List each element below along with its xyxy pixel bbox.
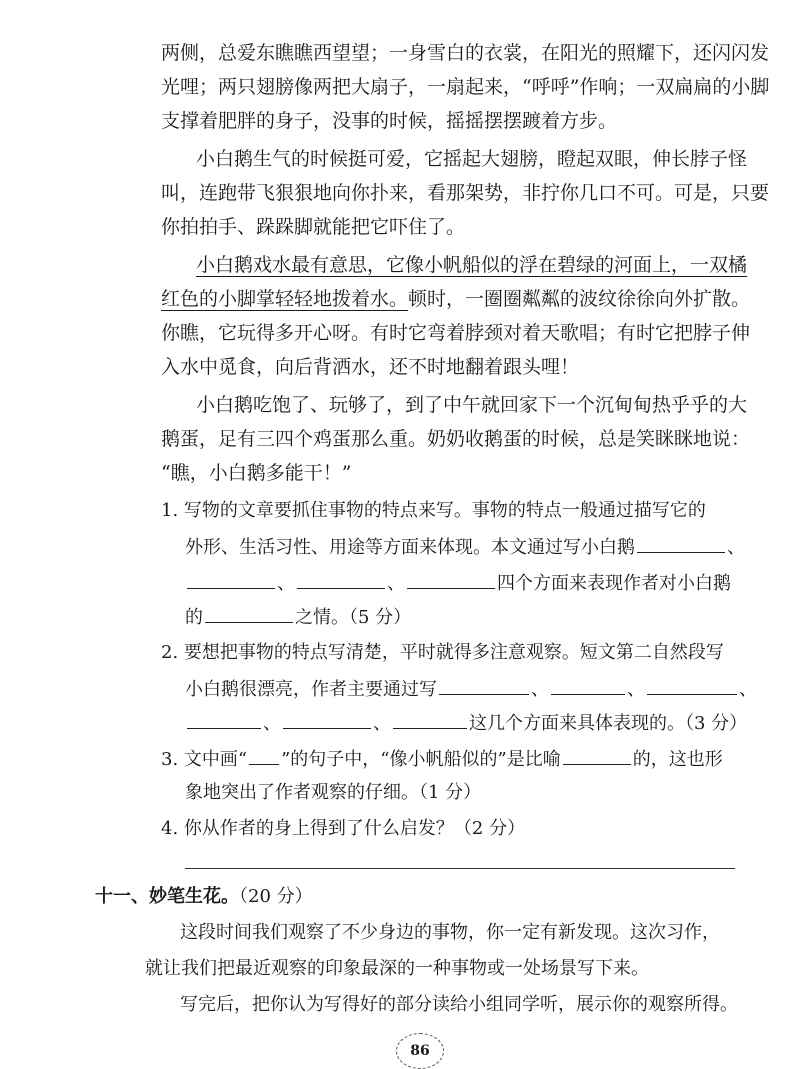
question-text: 的	[185, 607, 203, 628]
question-2-line-3	[185, 710, 747, 737]
section-title: 十一、妙笔生花。	[95, 886, 239, 907]
question-3-line-2: 象地突出了作者观察的仔细。（1 分）	[185, 782, 482, 803]
question-3	[161, 746, 723, 773]
question-text: 四个方面来表现作者对小白鹅	[497, 573, 731, 594]
question-text: 之情。（5 分）	[295, 607, 412, 628]
answer-blank[interactable]	[407, 570, 495, 589]
question-text: 小白鹅很漂亮，作者主要通过写	[185, 679, 437, 700]
passage-line: 叫，连跑带飞狠狠地向你扑来，看那架势，非拧你几口不可。可是，只要	[161, 182, 770, 204]
separator: 、	[531, 679, 549, 700]
separator: 、	[373, 713, 391, 734]
passage-line: 小白鹅吃饱了、玩够了，到了中午就回家下一个沉甸甸热乎乎的大	[196, 394, 748, 416]
section-points: （20 分）	[239, 886, 313, 907]
passage-line: 支撑着肥胖的身子，没事的时候，摇摇摆摆踱着方步。	[161, 110, 618, 132]
answer-blank[interactable]	[439, 676, 529, 695]
passage-line: 小白鹅生气的时候挺可爱，它摇起大翅膀，瞪起双眼，伸长脖子怪	[196, 148, 748, 170]
page-number: 86	[396, 1033, 444, 1069]
question-2: 2. 要想把事物的特点写清楚，平时就得多注意观察。短文第二自然段写	[161, 642, 724, 663]
answer-line[interactable]	[185, 868, 735, 869]
section-11-text: 写完后，把你认为写得好的部分读给小组同学听，展示你的观察所得。	[180, 994, 738, 1015]
answer-blank[interactable]	[297, 570, 385, 589]
separator: 、	[387, 573, 405, 594]
question-text: 外形、生活习性、用途等方面来体现。本文通过写小白鹅	[185, 537, 635, 558]
separator: 、	[739, 679, 757, 700]
passage-line: 鹅蛋，足有三四个鸡蛋那么重。奶奶收鹅蛋的时候，总是笑眯眯地说：	[161, 428, 751, 450]
question-1-line-4	[185, 604, 411, 631]
section-11-text: 就让我们把最近观察的印象最深的一种事物或一处场景写下来。	[145, 958, 649, 979]
question-1: 1. 写物的文章要抓住事物的特点来写。事物的特点一般通过描写它的	[161, 500, 706, 521]
answer-blank[interactable]	[187, 570, 275, 589]
question-text: 3. 文中画“	[161, 749, 248, 770]
question-1-line-3	[185, 570, 731, 597]
passage-line	[161, 286, 750, 312]
question-1-line-2	[185, 534, 745, 561]
answer-blank[interactable]	[637, 534, 725, 553]
question-text: 的，这也形	[632, 749, 723, 770]
underlined-sentence: 小白鹅戏水最有意思，它像小帆船似的浮在碧绿的河面上，一双橘	[196, 254, 748, 276]
passage-line: 你瞧，它玩得多开心呀。有时它弯着脖颈对着天歌唱；有时它把脖子伸	[161, 322, 751, 344]
passage-line: “瞧，小白鹅多能干！”	[161, 462, 352, 484]
underlined-sentence-end: 红色的小脚掌轻轻地拨着水。	[161, 288, 409, 310]
answer-blank[interactable]	[283, 710, 371, 729]
separator: 、	[627, 679, 645, 700]
passage-text: 顿时，一圈圈粼粼的波纹徐徐向外扩散。	[408, 288, 751, 310]
answer-blank[interactable]	[205, 604, 293, 623]
answer-blank[interactable]	[393, 710, 467, 729]
answer-blank[interactable]	[187, 710, 261, 729]
question-text: ”的句子中，“像小帆船似的”是比喻	[281, 749, 561, 770]
underline-mark	[249, 746, 279, 765]
question-2-line-2	[185, 676, 757, 703]
question-4: 4. 你从作者的身上得到了什么启发？（2 分）	[161, 818, 526, 839]
section-11-heading	[95, 884, 313, 910]
separator: 、	[263, 713, 281, 734]
separator: 、	[727, 537, 745, 558]
separator: 、	[277, 573, 295, 594]
passage-line: 入水中觅食，向后背洒水，还不时地翻着跟头哩！	[161, 356, 580, 378]
answer-blank[interactable]	[647, 676, 737, 695]
passage-line: 两侧，总爱东瞧瞧西望望；一身雪白的衣裳，在阳光的照耀下，还闪闪发	[161, 42, 770, 64]
section-11-text: 这段时间我们观察了不少身边的事物，你一定有新发现。这次习作，	[180, 922, 720, 943]
answer-blank[interactable]	[551, 676, 625, 695]
question-text: 这几个方面来具体表现的。（3 分）	[469, 713, 748, 734]
passage-line: 你拍拍手、跺跺脚就能把它吓住了。	[161, 216, 466, 238]
answer-blank[interactable]	[563, 746, 631, 765]
passage-line: 光哩；两只翅膀像两把大扇子，一扇起来，“呼呼”作响；一双扁扁的小脚	[161, 76, 770, 98]
